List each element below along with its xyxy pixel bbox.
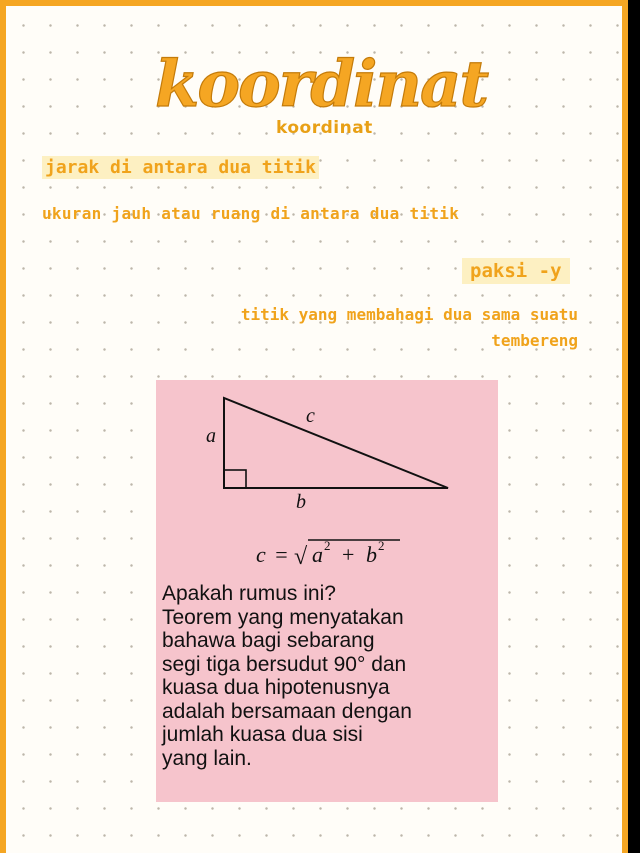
explanation-line: Apakah rumus ini? [162,582,336,605]
term-heading-distance: jarak di antara dua titik [42,156,319,179]
term-definition-distance: ukuran jauh atau ruang di antara dua titik [42,204,460,223]
explanation-line: segi tiga bersudut 90° dan [162,652,407,676]
svg-text:√: √ [294,544,308,570]
term-definition-y-axis [241,302,578,354]
triangle-shape [224,398,448,488]
right-angle-marker [224,470,246,488]
svg-text:a: a [312,542,323,567]
explanation-line: Teorem yang menyatakan [162,605,404,629]
page-subtitle: koordinat [276,118,373,138]
page-title: koordinat [154,47,488,122]
pythagoras-formula [256,538,400,570]
svg-text:+: + [342,542,355,567]
explanation-line: kuasa dua hipotenusnya [162,676,390,699]
explanation-line: adalah bersamaan dengan [162,699,412,723]
right-triangle-diagram [156,380,498,580]
svg-text:2: 2 [324,538,331,553]
explanation-line: yang lain. [162,746,252,770]
side-label-b: b [296,491,306,513]
explanation-line: bahawa bagi sebarang [162,629,375,652]
explanation-line: jumlah kuasa dua sisi [162,723,363,746]
svg-text:c =: c = [256,542,288,567]
term-heading-y-axis: paksi -y [462,258,570,284]
side-label-a: a [206,425,216,447]
theorem-explanation [162,582,492,770]
svg-text:b: b [366,542,377,567]
definition-line: tembereng [491,331,578,350]
svg-text:2: 2 [378,538,385,553]
definition-line: titik yang membahagi dua sama suatu [240,305,578,324]
pythagoras-card [156,380,498,802]
side-label-c: c [306,405,315,427]
